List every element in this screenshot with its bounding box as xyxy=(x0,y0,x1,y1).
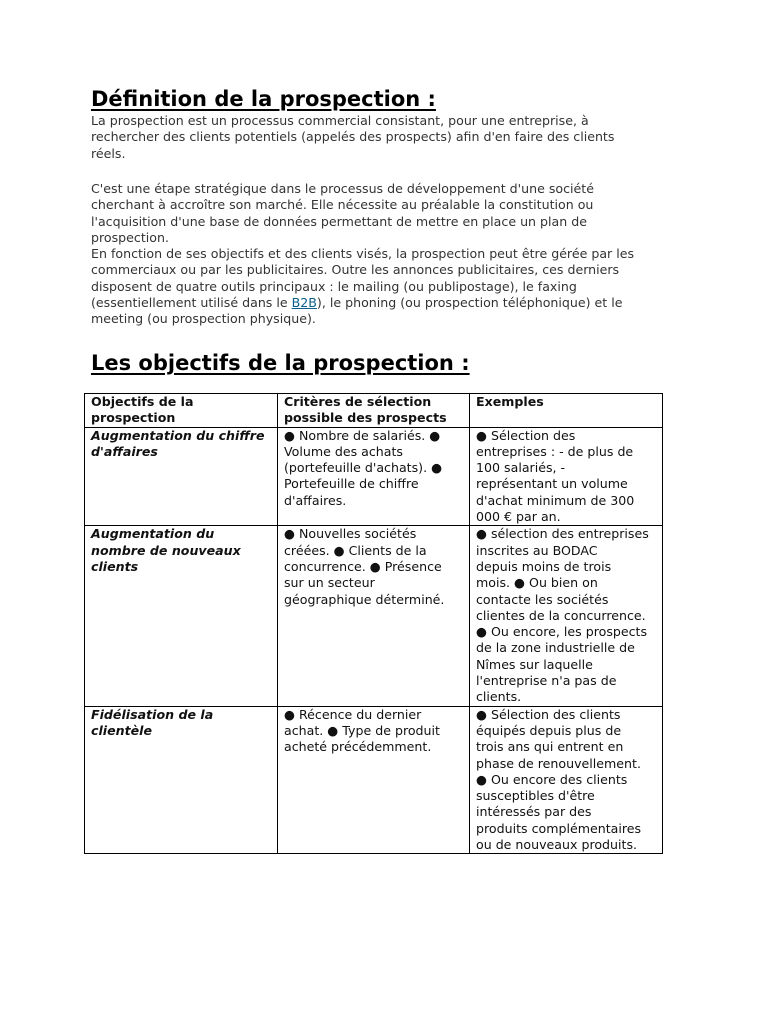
cell-text: (portefeuille d'achats). ● xyxy=(284,460,443,476)
header-text: possible des prospects xyxy=(284,410,447,426)
paragraph-strategy xyxy=(91,181,666,328)
cell-text: d'achat minimum de 300 xyxy=(476,492,635,508)
cell-text: sur un secteur xyxy=(284,575,375,591)
cell-text: clientèle xyxy=(91,722,153,738)
text-line: En fonction de ses objectifs et des clients visés, la prospection peut être gérée par les xyxy=(91,246,635,262)
cell-text: Fidélisation de la xyxy=(91,706,214,722)
cell-text: ● Nouvelles sociétés xyxy=(284,526,417,542)
cell-text: ● Récence du dernier xyxy=(284,706,422,722)
cell-criteria xyxy=(278,526,470,706)
cell-text: 000 € par an. xyxy=(476,509,561,525)
table-header-row xyxy=(85,394,663,428)
text-line: rechercher des clients potentiels (appelés des prospects) afin d'en faire des clients xyxy=(91,129,615,145)
cell-text: ● Nombre de salariés. ● xyxy=(284,427,441,443)
cell-text: géographique déterminé. xyxy=(284,591,445,607)
header-text: Exemples xyxy=(476,394,544,409)
cell-text: l'entreprise n'a pas de xyxy=(476,673,617,689)
cell-text: trois ans qui entrent en xyxy=(476,739,624,755)
cell-objective xyxy=(85,526,278,706)
cell-text: Portefeuille de chiffre xyxy=(284,476,419,492)
cell-text: représentant un volume xyxy=(476,476,628,492)
objectives-table xyxy=(84,393,663,854)
cell-text: acheté précédemment. xyxy=(284,739,432,755)
header-text: Critères de sélection xyxy=(284,394,432,409)
cell-objective xyxy=(85,427,278,526)
cell-text: mois. ● Ou bien on xyxy=(476,575,598,591)
cell-text: d'affaires. xyxy=(284,492,347,508)
cell-text: Augmentation du xyxy=(91,526,215,542)
text-line: prospection. xyxy=(91,229,169,245)
cell-text: susceptibles d'être xyxy=(476,788,595,804)
heading-objectives: Les objectifs de la prospection : xyxy=(91,351,470,375)
table-row xyxy=(85,427,663,526)
cell-text: produits complémentaires xyxy=(476,820,642,836)
table-row xyxy=(85,526,663,706)
cell-text: ou de nouveaux produits. xyxy=(476,837,638,853)
cell-text: Nîmes sur laquelle xyxy=(476,656,593,672)
cell-text: ● sélection des entreprises xyxy=(476,526,649,542)
cell-text: nombre de nouveaux xyxy=(91,542,241,558)
header-examples xyxy=(470,394,663,428)
header-text: Objectifs de la xyxy=(91,394,194,409)
cell-text: concurrence. ● Présence xyxy=(284,558,442,574)
text-line: l'acquisition d'une base de données permettant de mettre en place un plan de xyxy=(91,213,587,229)
cell-text: ● Sélection des clients xyxy=(476,706,621,722)
cell-text: équipés depuis plus de xyxy=(476,722,622,738)
cell-text: d'affaires xyxy=(91,443,158,459)
text-line: disposent de quatre outils principaux : le mailing (ou publipostage), le faxing xyxy=(91,278,577,294)
cell-text: ● Sélection des xyxy=(476,427,576,443)
header-text: prospection xyxy=(91,410,176,426)
cell-text: inscrites au BODAC xyxy=(476,542,598,558)
text-line: C'est une étape stratégique dans le processus de développement d'une société xyxy=(91,181,594,196)
cell-text: Volume des achats xyxy=(284,443,403,459)
b2b-link[interactable]: B2B xyxy=(291,295,317,311)
cell-criteria xyxy=(278,427,470,526)
text-line: réels. xyxy=(91,145,126,161)
cell-text: Augmentation du chiffre xyxy=(91,427,265,443)
heading-definition: Définition de la prospection : xyxy=(91,87,436,111)
table-row xyxy=(85,706,663,854)
text-line: meeting (ou prospection physique). xyxy=(91,311,316,327)
cell-text: phase de renouvellement. xyxy=(476,755,641,771)
cell-text: contacte les sociétés xyxy=(476,591,609,607)
cell-text: clients. xyxy=(476,689,522,705)
text-segment: ), le phoning (ou prospection téléphonique) et le xyxy=(316,295,623,311)
text-line: cherchant à accroître son marché. Elle nécessite au préalable la constitution ou xyxy=(91,197,594,213)
text-segment: (essentiellement utilisé dans le xyxy=(91,295,292,311)
cell-text: 100 salariés, - xyxy=(476,460,566,476)
cell-text: intéressés par des xyxy=(476,804,592,820)
text-line-with-link xyxy=(91,295,666,311)
cell-examples xyxy=(470,427,663,526)
cell-text: depuis moins de trois xyxy=(476,558,612,574)
cell-text: ● Ou encore, les prospects xyxy=(476,624,648,640)
header-objectives xyxy=(85,394,278,428)
header-criteria xyxy=(278,394,470,428)
cell-text: créées. ● Clients de la xyxy=(284,542,427,558)
text-line: commerciaux ou par les publicitaires. Outre les annonces publicitaires, ces derniers xyxy=(91,262,620,278)
cell-text: de la zone industrielle de xyxy=(476,640,635,656)
paragraph-definition xyxy=(91,113,666,162)
cell-examples xyxy=(470,526,663,706)
cell-text: clients xyxy=(91,558,139,574)
cell-text: ● Ou encore des clients xyxy=(476,771,628,787)
cell-text: entreprises : - de plus de xyxy=(476,443,634,459)
cell-text: clientes de la concurrence. xyxy=(476,607,646,623)
cell-text: achat. ● Type de produit xyxy=(284,722,440,738)
text-line: La prospection est un processus commercial consistant, pour une entreprise, à xyxy=(91,113,589,128)
cell-criteria xyxy=(278,706,470,854)
cell-objective xyxy=(85,706,278,854)
cell-examples xyxy=(470,706,663,854)
